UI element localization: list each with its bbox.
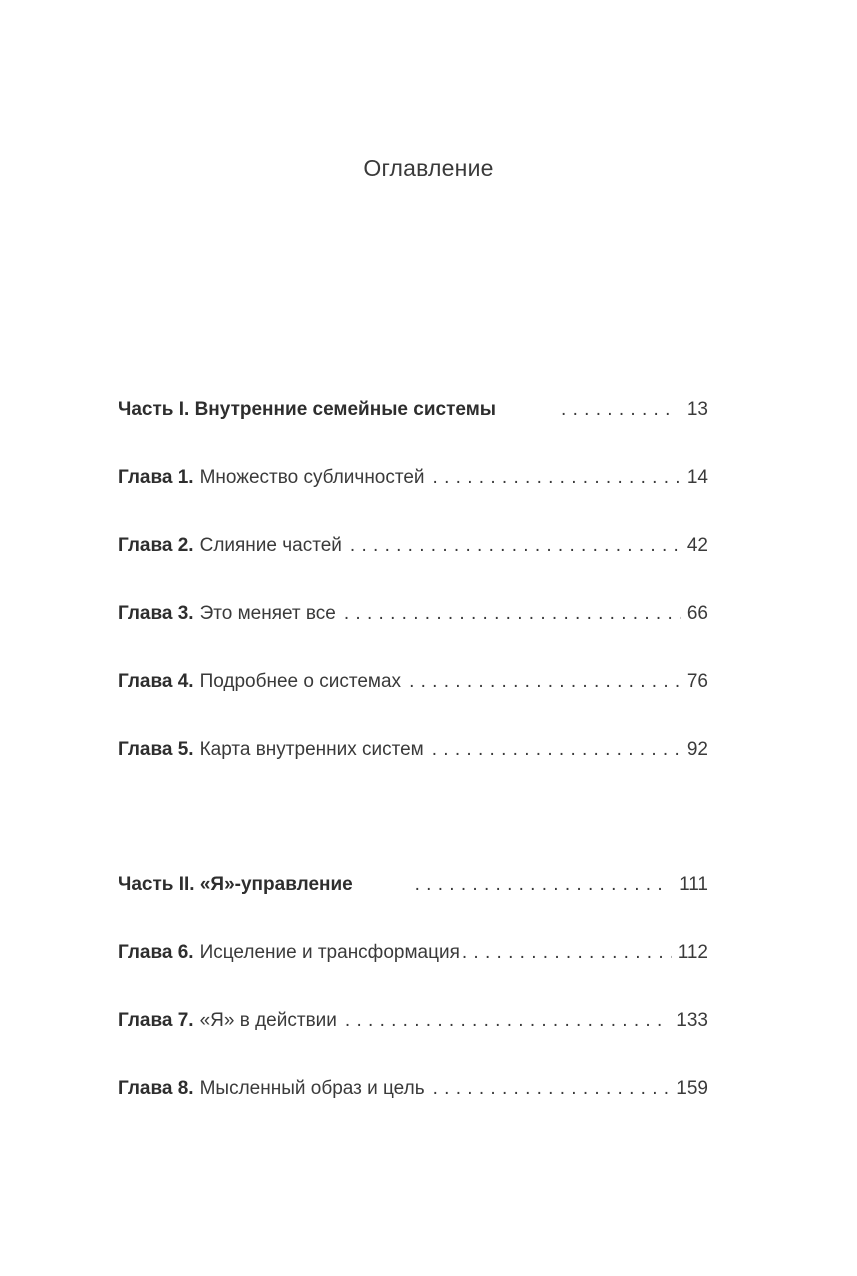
chapter-number: Глава 1. [118, 467, 194, 488]
page-title: Оглавление [363, 155, 494, 181]
dot-leader: . . . . . . . . . . . . . . . . . . . . . . [414, 874, 664, 895]
page-number: 42 [686, 535, 708, 556]
chapter-number: Глава 2. [118, 535, 194, 556]
chapter-title: Слияние частей [199, 535, 342, 556]
dot-leader [344, 602, 681, 626]
toc-part-2[interactable] [118, 873, 708, 897]
page-number: 112 [677, 942, 708, 963]
chapter-number: Глава 7. [118, 1010, 194, 1031]
toc-chapter-7[interactable] [118, 1009, 708, 1033]
chapter-title: Подробнее о системах [199, 671, 402, 692]
dot-leader [433, 1077, 671, 1101]
toc-chapter-1[interactable] [118, 466, 708, 490]
chapter-title: Это меняет все [199, 603, 336, 624]
toc-chapter-4[interactable] [118, 670, 708, 694]
page-number: 76 [686, 671, 708, 692]
chapter-title: Мысленный образ и цель [199, 1078, 425, 1099]
dot-leader [345, 1009, 670, 1033]
toc-chapter-3[interactable] [118, 602, 708, 626]
dot-leader [433, 466, 681, 490]
dot-leader [409, 670, 681, 694]
toc-chapter-8[interactable] [118, 1077, 708, 1101]
toc-chapter-6[interactable] [118, 941, 708, 965]
toc-chapter-5[interactable] [118, 738, 708, 762]
page-number: 66 [686, 603, 708, 624]
chapter-title: Множество субличностей [199, 467, 425, 488]
page-number: 133 [676, 1010, 708, 1031]
chapter-number: Глава 3. [118, 603, 194, 624]
chapter-number: Глава 6. [118, 942, 194, 963]
chapter-number: Глава 5. [118, 739, 194, 760]
dot-leader: . . . . . . . . . . [561, 399, 671, 420]
part-title: Часть I. Внутренние семейные системы [118, 399, 496, 420]
chapter-title: Карта внутренних систем [199, 739, 424, 760]
chapter-title: Исцеление и трансформация [199, 942, 460, 963]
toc-chapter-2[interactable] [118, 534, 708, 558]
page-number: 159 [676, 1078, 708, 1099]
page-number: 13 [686, 399, 708, 420]
page-number: 111 [679, 874, 708, 895]
chapter-number: Глава 4. [118, 671, 194, 692]
chapter-title: «Я» в действии [199, 1010, 337, 1031]
part-title: Часть II. «Я»-управление [118, 874, 353, 895]
dot-leader [350, 534, 681, 558]
dot-leader [432, 738, 681, 762]
page-number: 92 [686, 739, 708, 760]
dot-leader [462, 941, 672, 965]
toc-part-1[interactable] [118, 398, 708, 422]
page-number: 14 [686, 467, 708, 488]
chapter-number: Глава 8. [118, 1078, 194, 1099]
